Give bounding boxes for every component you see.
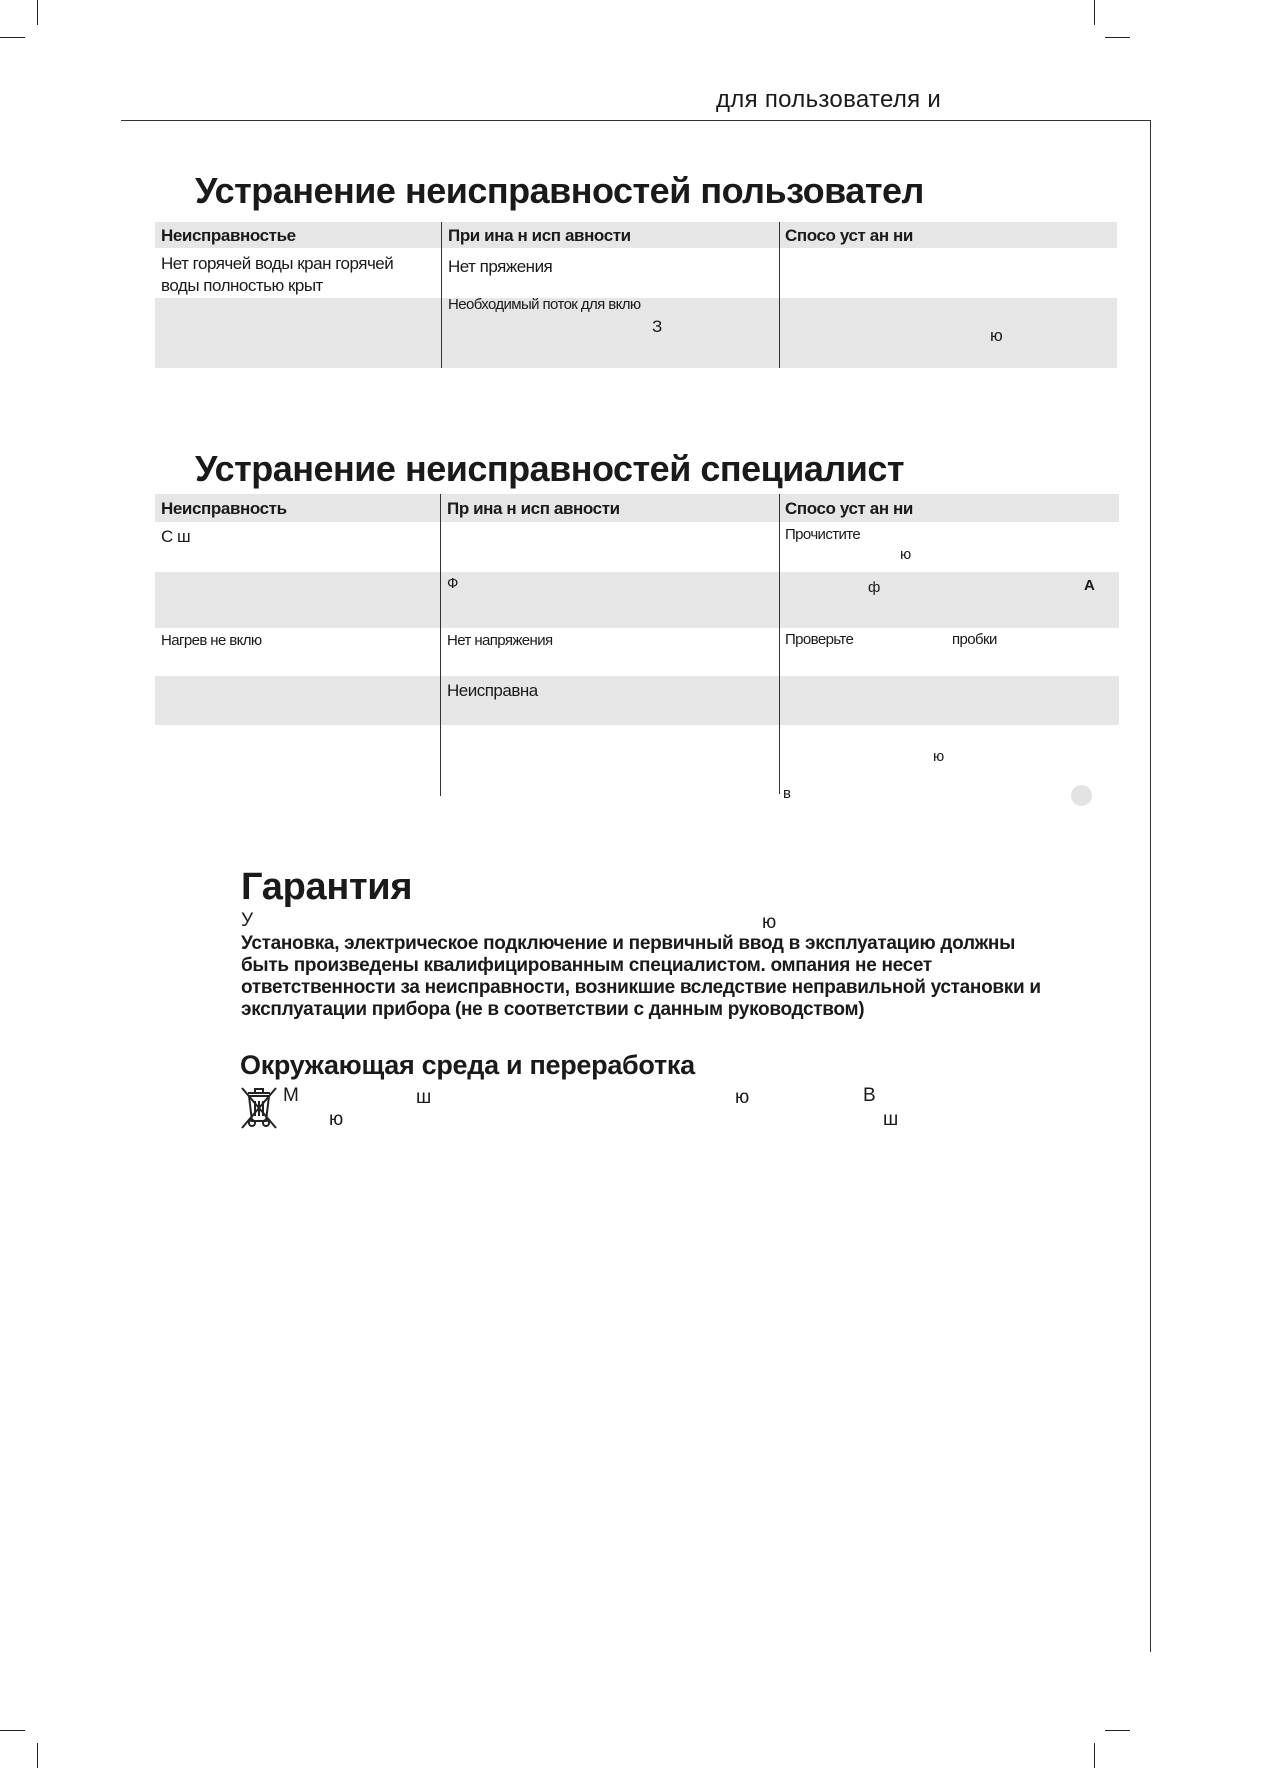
table-row-shaded xyxy=(155,572,1119,628)
table-cell-fault: Нагрев не вклю xyxy=(161,632,262,649)
environment-title: Окружающая среда и переработка xyxy=(240,1050,695,1080)
crop-mark xyxy=(0,1730,25,1731)
warranty-text: эксплуатации прибора (не в соответствии с данным руководством) xyxy=(241,999,865,1020)
environment-fragment: ю xyxy=(735,1087,750,1108)
warranty-text: быть произведены квалифицированным специалистом. омпания не несет xyxy=(241,955,932,976)
crop-mark xyxy=(1094,1743,1095,1768)
warranty-fragment: У xyxy=(241,910,254,931)
column-header-remedy: Спосо уст ан ни xyxy=(785,226,913,245)
column-header-cause: При ина н исп авности xyxy=(448,226,631,245)
crop-mark xyxy=(37,1743,38,1768)
crop-mark xyxy=(1105,37,1130,38)
warranty-fragment: ю xyxy=(762,912,777,933)
table-cell-fault: Нет горячей воды кран горячей xyxy=(161,254,394,273)
crop-mark xyxy=(1094,0,1095,25)
table-cell-cause: Нет пряжения xyxy=(448,257,553,276)
running-head: для пользователя и xyxy=(716,86,942,113)
column-divider xyxy=(440,494,441,796)
warranty-title: Гарантия xyxy=(241,866,413,908)
environment-fragment: В xyxy=(863,1085,876,1106)
table-cell-remedy: пробки xyxy=(952,631,997,648)
table-cell-cause: Необходимый поток для вклю xyxy=(448,296,641,313)
table-row-shaded xyxy=(155,676,1119,725)
table-cell-fragment: в xyxy=(783,785,791,802)
crossed-out-wheelie-bin-icon xyxy=(239,1084,279,1130)
table-cell-remedy: Прочистите xyxy=(785,526,861,543)
crop-mark xyxy=(37,0,38,25)
warranty-text: Установка, электрическое подключение и первичный ввод в эксплуатацию должны xyxy=(241,933,1015,954)
table-cell-fragment: А xyxy=(1084,577,1095,594)
margin-rule xyxy=(1150,120,1151,1652)
warranty-text: ответственности за неисправности, возникшие вследствие неправильной установки и xyxy=(241,977,1041,998)
table-cell-fragment: ф xyxy=(868,579,880,596)
column-header-remedy: Спосо уст ан ни xyxy=(785,499,913,518)
column-divider xyxy=(779,222,780,368)
specialist-troubleshooting-title: Устранение неисправностей специалист xyxy=(195,448,905,489)
table-cell-cause: Нет напряжения xyxy=(447,632,553,649)
table-cell-cause: Ф xyxy=(447,575,458,592)
table-cell-fragment: ю xyxy=(933,748,944,765)
column-header-fault: Неисправностье xyxy=(161,226,296,245)
crop-mark xyxy=(0,37,25,38)
column-header-cause: Пр ина н исп авности xyxy=(447,499,620,518)
user-troubleshooting-title: Устранение неисправностей пользовател xyxy=(195,170,924,211)
column-divider xyxy=(779,494,780,794)
table-cell-fragment: ю xyxy=(900,546,911,563)
table-cell-fragment: З xyxy=(652,317,662,336)
crop-mark xyxy=(1105,1730,1130,1731)
page-dot-icon xyxy=(1071,785,1092,806)
table-cell-cause: Неисправна xyxy=(447,681,538,700)
column-divider xyxy=(441,222,442,368)
table-header-row xyxy=(155,494,1119,522)
column-header-fault: Неисправность xyxy=(161,499,287,518)
table-cell-fragment: ю xyxy=(990,326,1003,345)
environment-fragment: ю xyxy=(329,1109,344,1130)
table-cell-fault: С ш xyxy=(161,527,191,546)
table-cell-remedy: Проверьте xyxy=(785,631,854,648)
environment-fragment: ш xyxy=(883,1109,899,1130)
header-rule xyxy=(121,120,1151,121)
environment-fragment: М xyxy=(283,1085,299,1106)
table-header-row xyxy=(155,222,1117,248)
environment-fragment: ш xyxy=(416,1087,432,1108)
table-cell-fault: воды полностью крыт xyxy=(161,276,323,295)
